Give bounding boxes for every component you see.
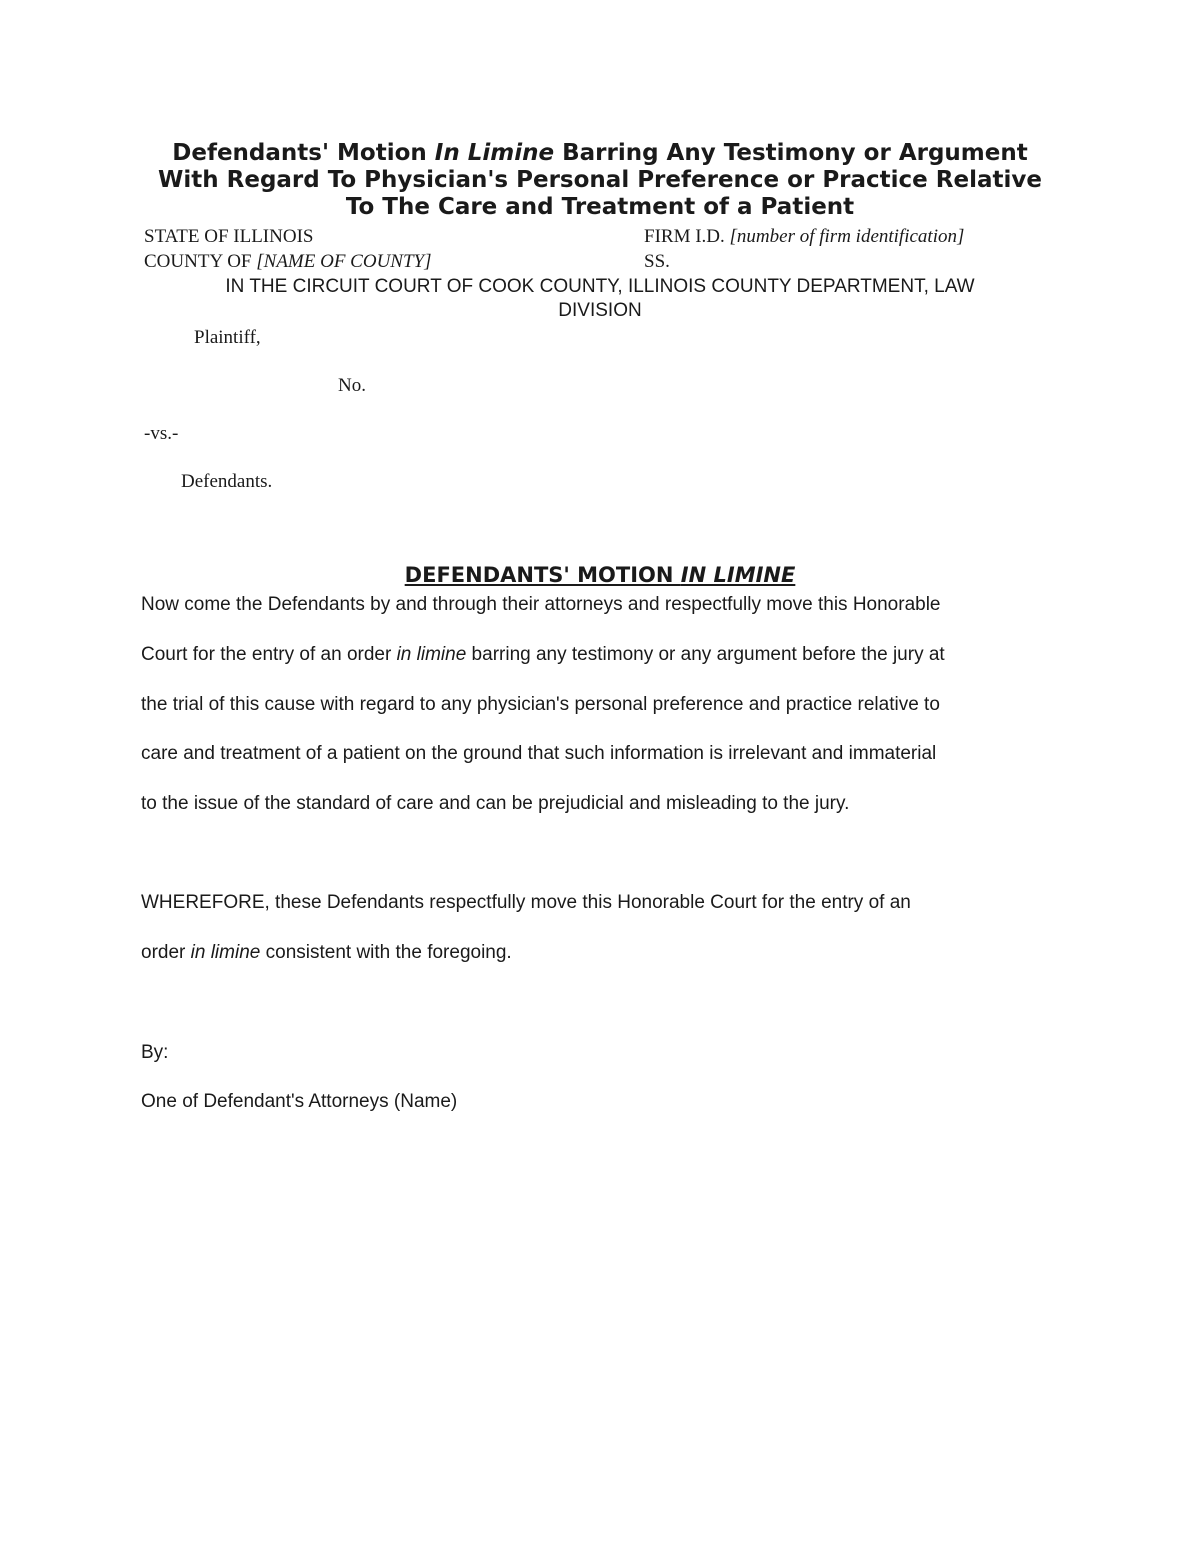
- document-title: [100, 140, 1100, 221]
- signature-by-label: By:: [141, 1042, 169, 1063]
- paragraph-2-line-2: order in limine consistent with the foregoing.: [141, 942, 512, 963]
- case-number-label: No.: [338, 375, 366, 396]
- title-line-3: To The Care and Treatment of a Patient: [345, 194, 855, 220]
- court-line-2: DIVISION: [558, 300, 642, 321]
- state-label: STATE OF ILLINOIS: [144, 226, 314, 247]
- court-line-1: IN THE CIRCUIT COURT OF COOK COUNTY, ILLINOIS COUNTY DEPARTMENT, LAW: [225, 276, 975, 297]
- motion-heading: DEFENDANTS' MOTION IN LIMINE: [404, 563, 796, 587]
- paragraph-2-line-1: WHEREFORE, these Defendants respectfully move this Honorable Court for the entry of an: [141, 892, 911, 913]
- paragraph-1-line-5: to the issue of the standard of care and can be prejudicial and misleading to the jury.: [141, 793, 850, 814]
- firm-id: FIRM I.D. [number of firm identification]: [644, 226, 965, 247]
- plaintiff-label: Plaintiff,: [194, 327, 261, 348]
- title-line-2: With Regard To Physician's Personal Preference or Practice Relative: [158, 167, 1042, 193]
- court-name: [150, 275, 1050, 323]
- paragraph-1-line-1: Now come the Defendants by and through their attorneys and respectfully move this Honorable: [141, 594, 941, 615]
- versus-label: -vs.-: [144, 423, 179, 444]
- county-label: COUNTY OF [NAME OF COUNTY]: [144, 251, 432, 272]
- signature-attorney-line: One of Defendant's Attorneys (Name): [141, 1091, 458, 1112]
- ss-label: SS.: [644, 251, 670, 272]
- paragraph-1-line-4: care and treatment of a patient on the ground that such information is irrelevant and immaterial: [141, 743, 937, 764]
- paragraph-1-line-3: the trial of this cause with regard to any physician's personal preference and practice relative to: [141, 694, 940, 715]
- title-line-1: Defendants' Motion In Limine Barring Any Testimony or Argument: [172, 140, 1028, 166]
- defendants-label: Defendants.: [181, 471, 273, 492]
- paragraph-1-line-2: Court for the entry of an order in limine barring any testimony or any argument before the jury at: [141, 644, 945, 665]
